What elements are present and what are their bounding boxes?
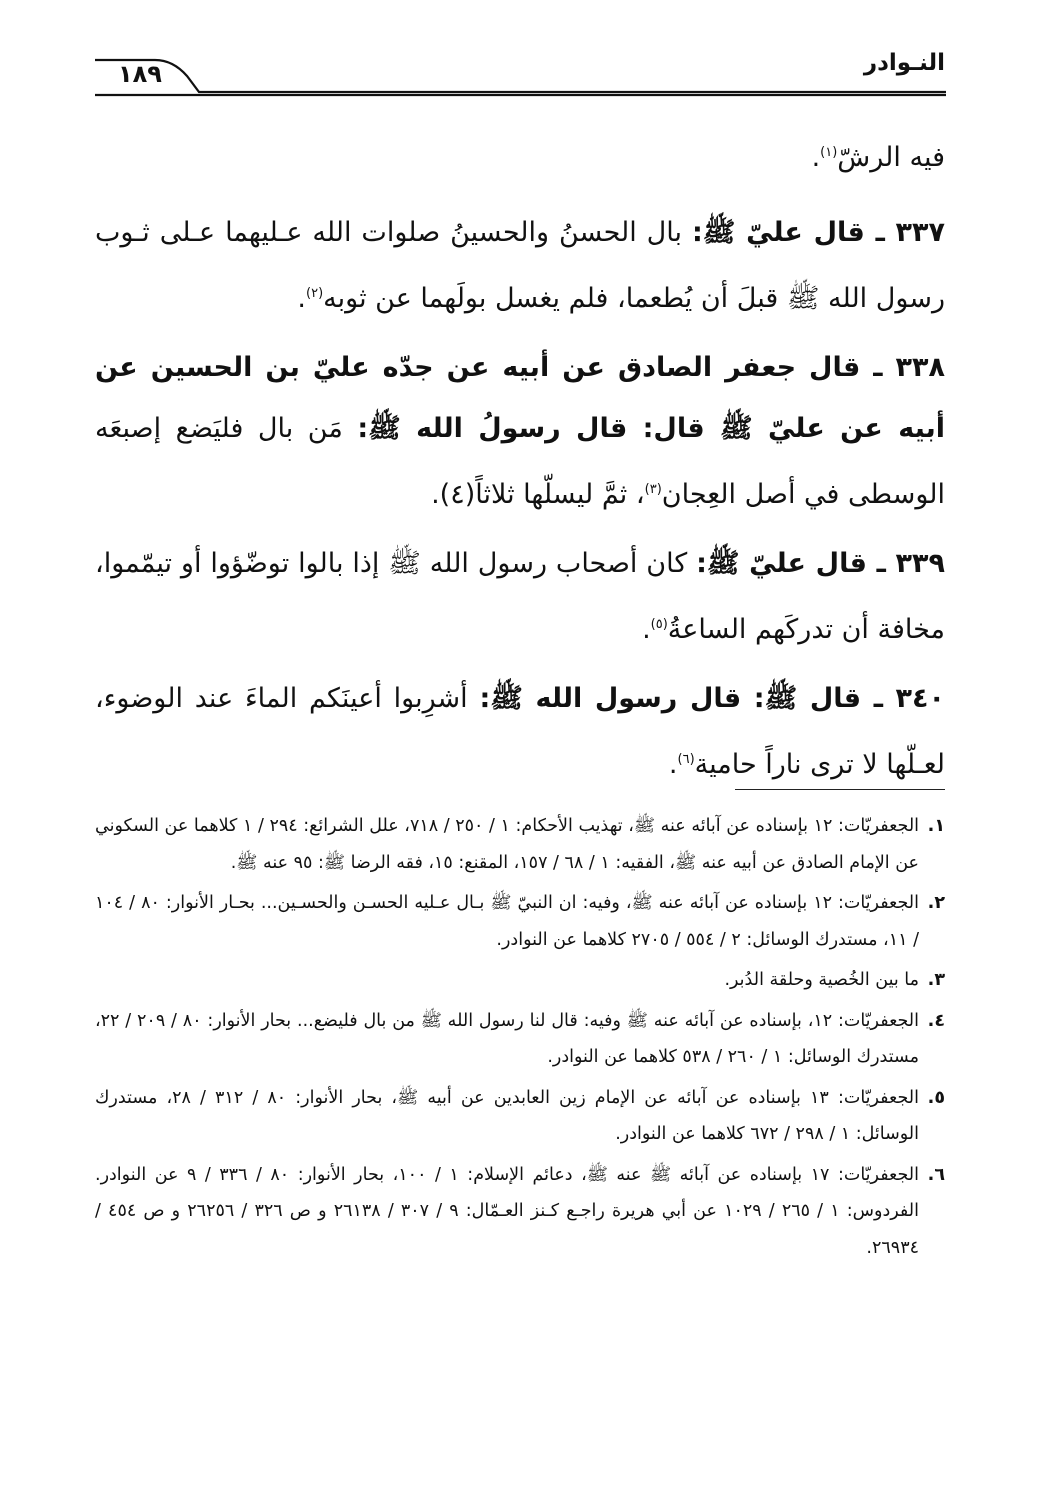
footnote-ref: (١) (820, 145, 838, 160)
hadith-tail: ، ثمَّ ليسلّها ثلاثاً(٤). (431, 479, 645, 510)
footnote-ref: (٢) (306, 286, 324, 301)
footnote-number: ٢. (927, 893, 945, 913)
footnote-ref: (٦) (677, 752, 695, 767)
hadith-lead: ٣٣٩ ـ قال عليّ ﷺ: (696, 548, 945, 579)
footnote-number: ٦. (927, 1164, 945, 1185)
footnotes (95, 808, 945, 1270)
hadith-text: مَن بال فليَضع إصبعَه الوسطى في أصل العِجان (95, 413, 945, 510)
paragraph-text: فيه الرشّ (837, 142, 945, 173)
footnote-ref: (٥) (650, 617, 668, 632)
footnote-ref: (٣) (644, 482, 662, 497)
hadith-337 (95, 202, 945, 329)
paragraph-tail: . (811, 142, 821, 173)
footnote-number: ٤. (927, 1010, 945, 1031)
footnote-item (95, 885, 945, 958)
hadith-tail: . (642, 614, 651, 645)
hadith-tail: . (297, 283, 306, 314)
hadith-text: بال الحسنُ والحسينُ صلوات الله عـليهما عـلى ثـوب رسول الله ﷺ قبلَ أن يُطعما، فلم يغسل بولَهما عن ثوبه (95, 217, 945, 314)
hadith-text: كان أصحاب رسول الله ﷺ إذا بالوا توضّؤوا أو تيمّموا، مخافة أن تدركَهم الساعةُ (95, 548, 945, 645)
footnote-text: الجعفريّات: ١٢ بإسناده عن آبائه عنه ﷺ، تهذيب الأحكام: ١ / ٢٥٠ / ٧١٨، علل الشرائع: ٢٩٤ / ١ كلاهما عن السكوني عن الإمام الصادق عن أبيه عنه ﷺ، الفقيه: ١ / ٦٨ / ١٥٧، المقنع: ١٥، فقه الرضا ﷺ: ٩٥ عنه ﷺ. (95, 816, 920, 873)
footnote-text: الجعفريّات: ١٧ بإسناده عن آبائه ﷺ عنه ﷺ، دعائم الإسلام: ١ / ١٠٠، بحار الأنوار: ٨٠ / ٣٣٦ / ٩ عن النوادر. الفردوس: ١ / ٢٦٥ / ١٠٢٩ عن أبي هريرة راجـع كـنز العـمّال: ٩ / ٣٠٧ / ٢٦١٣٨ و ص ٣٢٦ / ٢٦٢٥٦ و ص ٤٥٤ / ٢٦٩٣٤. (95, 1164, 919, 1258)
page-number: ١٨٩ (118, 60, 162, 88)
paragraph-continuation (95, 122, 945, 188)
footnote-number: ٥. (927, 1087, 945, 1108)
footnote-text: الجعفريّات: ١٢ بإسناده عن آبائه عنه ﷺ، وفيه: ان النبيّ ﷺ بـال عـليه الحسـن والحسـين... بحـار الأنوار: ٨٠ / ١٠٤ / ١١، مستدرك الوسائل: ٢ / ٥٥٤ / ٢٧٠٥ كلاهما عن النوادر. (95, 893, 919, 950)
footnote-item (95, 1003, 945, 1076)
footnote-number: ١. (927, 816, 945, 836)
hadith-tail: . (668, 749, 678, 780)
footnote-number: ٣. (927, 970, 945, 990)
footnote-item (95, 808, 945, 881)
hadith-lead: ٣٣٧ ـ قال عليّ ﷺ: (691, 217, 945, 248)
footnote-separator (735, 789, 945, 790)
hadith-340 (95, 668, 945, 795)
footnote-text: الجعفريّات: ١٢، بإسناده عن آبائه عنه ﷺ وفيه: قال لنا رسول الله ﷺ من بال فليضع... بحار الأنوار: ٨٠ / ٢٠٩ / ٢٢، مستدرك الوسائل: ١ / ٢٦٠ / ٥٣٨ كلاهما عن النوادر. (95, 1010, 919, 1067)
footnote-text: الجعفريّات: ١٣ بإسناده عن آبائه عن الإمام زين العابدين عن أبيه ﷺ، بحار الأنوار: ٨٠ / ٣١٢ / ٢٨، مستدرك الوسائل: ١ / ٢٩٨ / ٦٧٢ كلاهما عن النوادر. (95, 1087, 919, 1144)
body-text (95, 122, 945, 803)
footnote-item (95, 962, 945, 999)
footnote-item (95, 1080, 945, 1153)
hadith-lead: ٣٣٨ ـ قال جعفر الصادق عن أبيه عن جدّه عليّ بن الحسين عن أبيه عن عليّ ﷺ قال: قال رسولُ الله ﷺ: (95, 352, 945, 444)
hadith-lead: ٣٤٠ ـ قال ﷺ: قال رسول الله ﷺ: (479, 683, 945, 714)
hadith-339 (95, 533, 945, 660)
header-rule (95, 58, 946, 98)
footnote-text: ما بين الخُصية وحلقة الدُبر. (724, 970, 919, 990)
hadith-338 (95, 337, 945, 525)
hadith-text: أشرِبوا أعينَكم الماءَ عند الوضوء، لعـلّها لا ترى ناراً حامية (95, 683, 945, 780)
footnote-item (95, 1157, 945, 1267)
running-header-title: النـوادر (863, 50, 945, 76)
